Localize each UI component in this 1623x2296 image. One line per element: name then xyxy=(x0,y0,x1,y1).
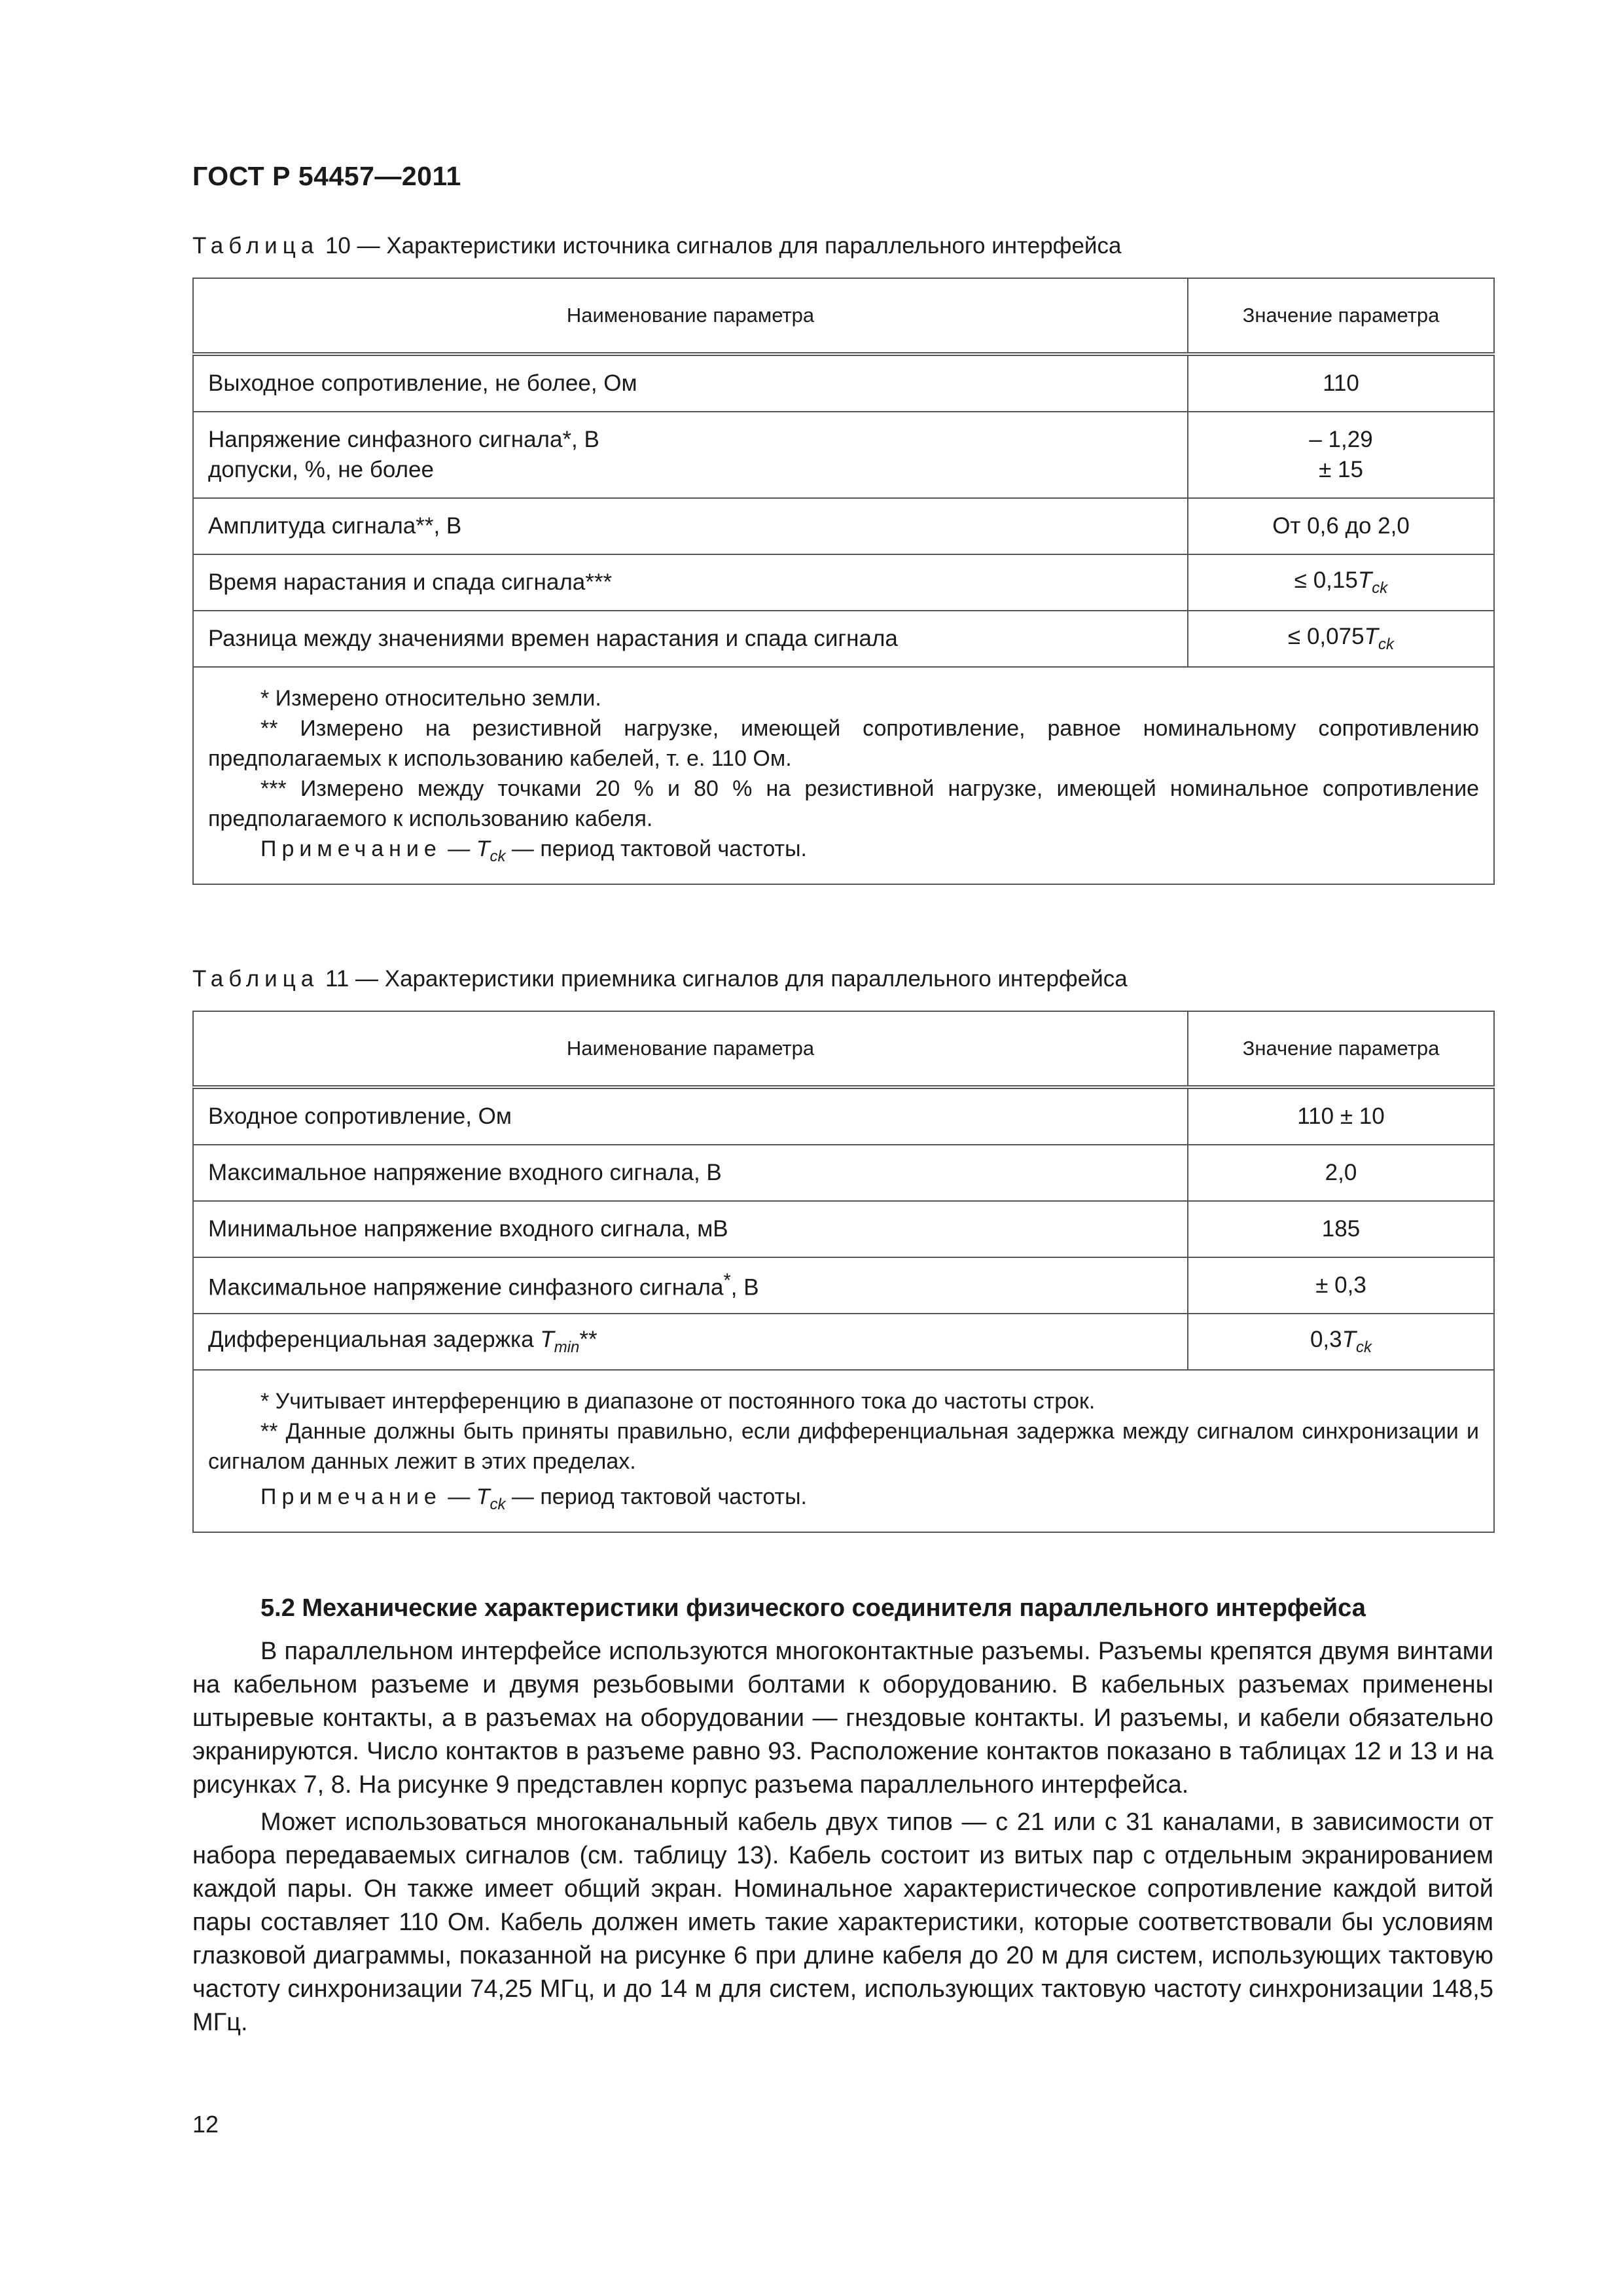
section-body xyxy=(192,1635,1493,2043)
value-subscript: ck xyxy=(1378,636,1394,653)
table11 xyxy=(192,1011,1495,1533)
table10-remark xyxy=(208,834,1479,872)
paragraph: В параллельном интерфейсе используются многоконтактные разъемы. Разъемы крепятся двумя винтами на кабельном разъеме и двумя резьбовыми болтами к оборудованию. В кабельных разъемах применены штыревые контакты, а в разъемах на оборудовании — гнездовые контакты. И разъемы, и кабели обязательно экранируются. Число контактов в разъеме равно 93. Расположение контактов показано в таблицах 12 и 13 и на рисунках 7, 8. На рисунке 9 представлен корпус разъема параллельного интерфейса. xyxy=(192,1638,1493,1799)
value-variable: T xyxy=(1364,624,1378,649)
param-cell: Максимальное напряжение входного сигнала, В xyxy=(193,1145,1188,1201)
table11-header-row xyxy=(193,1011,1494,1087)
table11-col-value: Значение параметра xyxy=(1188,1011,1494,1087)
table11-remark xyxy=(208,1482,1479,1520)
table-row xyxy=(193,554,1494,611)
value-cell: ± 0,3 xyxy=(1188,1257,1494,1314)
value-variable: T xyxy=(1342,1327,1357,1352)
value-cell: 2,0 xyxy=(1188,1145,1494,1201)
value-variable: T xyxy=(1357,567,1372,593)
table10-notes-row xyxy=(193,667,1494,884)
table10-header-row xyxy=(193,278,1494,354)
param-text: , В xyxy=(730,1274,759,1300)
remark-subscript: ck xyxy=(490,848,506,865)
value-cell: От 0,6 до 2,0 xyxy=(1188,498,1494,554)
param-cell: Разница между значениями времен нарастания и спада сигнала xyxy=(193,611,1188,667)
table10-col-value: Значение параметра xyxy=(1188,278,1494,354)
table11-caption xyxy=(192,966,1128,992)
param-cell: Время нарастания и спада сигнала*** xyxy=(193,554,1188,611)
paragraph: Может использоваться многоканальный кабель двух типов — с 21 или с 31 каналами, в зависимости от набора передаваемых сигналов (см. таблицу 13). Кабель состоит из витых пар с отдельным экранированием каждой пары. Он также имеет общий экран. Номинальное характеристическое сопротивление каждой витой пары составляет 110 Ом. Кабель должен иметь такие характеристики, которые соответствовали бы условиям глазковой диаграммы, показанной на рисунке 6 при длине кабеля до 20 м для систем, использующих тактовую частоту синхронизации 74,25 МГц, и до 14 м для систем, использующих тактовую частоту синхронизации 148,5 МГц. xyxy=(192,1808,1493,2036)
value-cell xyxy=(1188,611,1494,667)
table10-caption-word: Таблица xyxy=(192,233,319,259)
param-variable: T xyxy=(540,1327,554,1352)
remark-dash: — xyxy=(441,1484,476,1509)
value-prefix: ≤ 0,15 xyxy=(1294,567,1358,593)
table10-caption xyxy=(192,233,1121,259)
param-text: ** xyxy=(579,1327,597,1352)
section-title: 5.2 Механические характеристики физического соединителя параллельного интерфейса xyxy=(260,1594,1366,1622)
table11-col-param: Наименование параметра xyxy=(193,1011,1188,1087)
remark-word: Примечание xyxy=(260,836,442,861)
table11-notes xyxy=(193,1370,1494,1532)
table10 xyxy=(192,278,1495,885)
value-line: ± 15 xyxy=(1319,457,1363,482)
param-cell xyxy=(193,1314,1188,1370)
param-cell: Минимальное напряжение входного сигнала, мВ xyxy=(193,1201,1188,1257)
footnote: * Учитывает интерференцию в диапазоне от постоянного тока до частоты строк. xyxy=(260,1389,1096,1414)
table-row xyxy=(193,1087,1494,1145)
table-row xyxy=(193,1314,1494,1370)
table11-caption-text: 11 — Характеристики приемника сигналов для параллельного интерфейса xyxy=(319,966,1128,992)
value-prefix: 0,3 xyxy=(1310,1327,1342,1352)
table-row xyxy=(193,412,1494,498)
remark-subscript: ck xyxy=(490,1496,506,1513)
param-line: допуски, %, не более xyxy=(208,457,434,482)
footnote: *** Измерено между точками 20 % и 80 % на резистивной нагрузке, имеющей номинальное сопротивление предполагаемого к использованию кабеля. xyxy=(208,776,1479,831)
remark-text: — период тактовой частоты. xyxy=(505,1484,807,1509)
param-cell xyxy=(193,412,1188,498)
table-row xyxy=(193,498,1494,554)
param-cell: Амплитуда сигнала**, В xyxy=(193,498,1188,554)
value-cell: 110 xyxy=(1188,354,1494,412)
value-subscript: ck xyxy=(1356,1338,1372,1356)
remark-dash: — xyxy=(441,836,476,861)
table-row xyxy=(193,1201,1494,1257)
value-cell: 110 ± 10 xyxy=(1188,1087,1494,1145)
table11-notes-row xyxy=(193,1370,1494,1532)
table10-col-param: Наименование параметра xyxy=(193,278,1188,354)
remark-variable: T xyxy=(476,836,490,861)
table-row xyxy=(193,1257,1494,1314)
value-cell xyxy=(1188,554,1494,611)
param-cell: Входное сопротивление, Ом xyxy=(193,1087,1188,1145)
param-cell: Выходное сопротивление, не более, Ом xyxy=(193,354,1188,412)
page-number: 12 xyxy=(192,2111,219,2138)
value-line: – 1,29 xyxy=(1309,427,1373,452)
value-prefix: ≤ 0,075 xyxy=(1288,624,1364,649)
document-id: ГОСТ Р 54457—2011 xyxy=(192,161,461,191)
table10-notes xyxy=(193,667,1494,884)
table-row xyxy=(193,611,1494,667)
remark-text: — период тактовой частоты. xyxy=(505,836,807,861)
value-cell xyxy=(1188,412,1494,498)
param-cell xyxy=(193,1257,1188,1314)
footnote: ** Измерено на резистивной нагрузке, имеющей сопротивление, равное номинальному сопротивлению предполагаемых к использованию кабелей, т. е. 110 Ом. xyxy=(208,716,1479,771)
param-superscript: * xyxy=(723,1270,731,1291)
table10-caption-text: 10 — Характеристики источника сигналов для параллельного интерфейса xyxy=(319,233,1122,259)
footnote: ** Данные должны быть приняты правильно, если дифференциальная задержка между сигналом синхронизации и сигналом данных лежит в этих пределах. xyxy=(208,1419,1479,1474)
table-row xyxy=(193,354,1494,412)
param-text: Дифференциальная задержка xyxy=(208,1327,541,1352)
footnote: * Измерено относительно земли. xyxy=(260,686,601,711)
remark-word: Примечание xyxy=(260,1484,442,1509)
value-cell: 185 xyxy=(1188,1201,1494,1257)
param-line: Напряжение синфазного сигнала*, В xyxy=(208,427,599,452)
param-text: Максимальное напряжение синфазного сигнала xyxy=(208,1274,724,1300)
param-subscript: min xyxy=(554,1338,580,1356)
value-subscript: ck xyxy=(1372,579,1388,597)
table-row xyxy=(193,1145,1494,1201)
value-cell xyxy=(1188,1314,1494,1370)
table11-caption-word: Таблица xyxy=(192,966,319,992)
remark-variable: T xyxy=(476,1484,490,1509)
